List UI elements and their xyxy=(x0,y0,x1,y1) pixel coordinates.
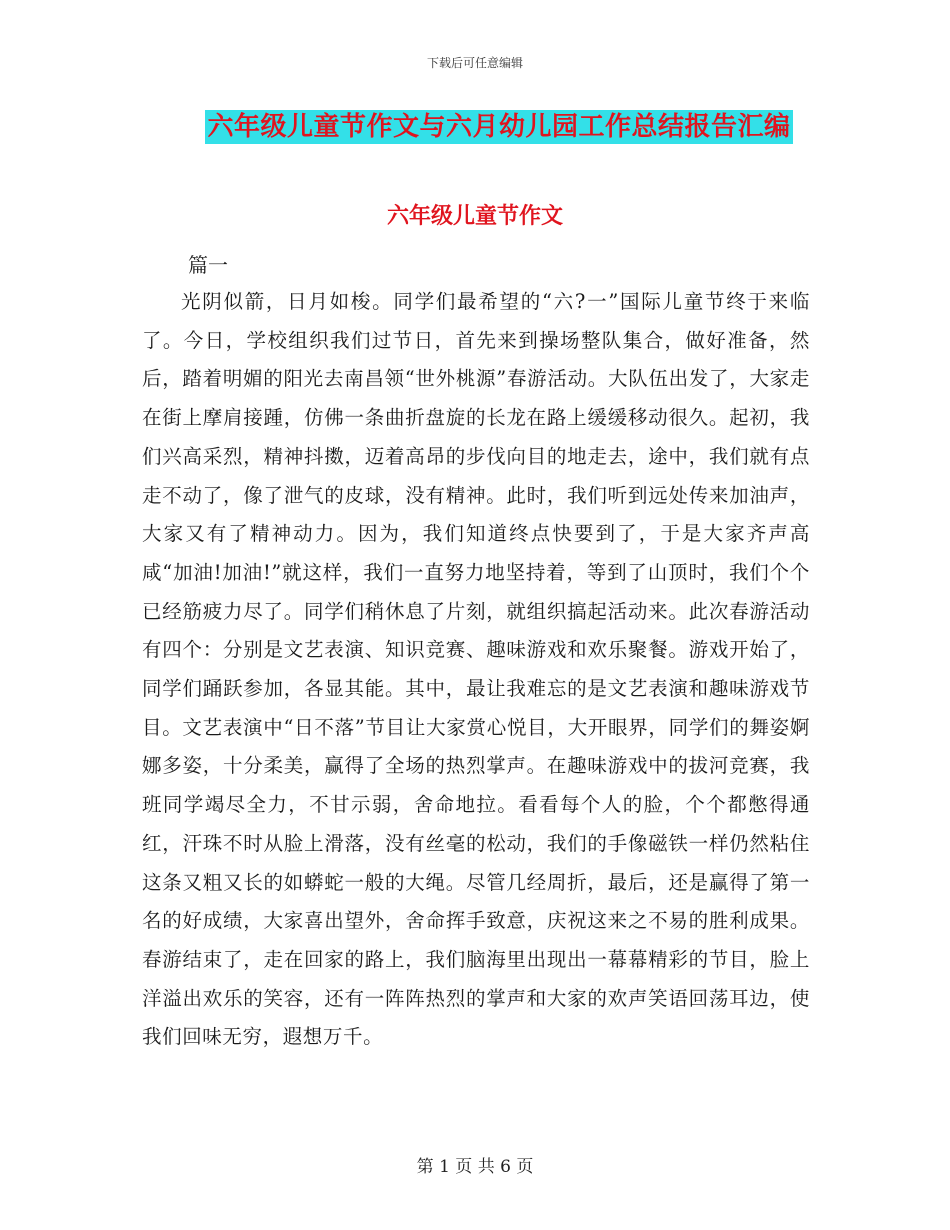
body-paragraph: 光阴似箭，日月如梭。同学们最希望的“六?一”国际儿童节终于来临了。今日，学校组织我们过节日，首先来到操场整队集合，做好准备，然后，踏着明媚的阳光去南昌领“世外桃源”春游活动。大队伍出发了，大家走在街上摩肩接踵，仿佛一条曲折盘旋的长龙在路上缓缓移动很久。起初，我们兴高采烈，精神抖擞，迈着高昂的步伐向目的地走去，途中，我们就有点走不动了，像了泄气的皮球，没有精神。此时，我们听到远处传来加油声，大家又有了精神动力。因为，我们知道终点快要到了，于是大家齐声高咸“加油!加油!”就这样，我们一直努力地坚持着，等到了山顶时，我们个个已经筋疲力尽了。同学们稍休息了片刻，就组织搞起活动来。此次春游活动有四个：分别是文艺表演、知识竞赛、趣味游戏和欢乐聚餐。游戏开始了，同学们踊跃参加，各显其能。其中，最让我难忘的是文艺表演和趣味游戏节目。文艺表演中“日不落”节目让大家赏心悦目，大开眼界，同学们的舞姿婀娜多姿，十分柔美，赢得了全场的热烈掌声。在趣味游戏中的拔河竞赛，我班同学竭尽全力，不甘示弱，舍命地拉。看看每个人的脸，个个都憋得通红，汗珠不时从脸上滑落，没有丝毫的松动，我们的手像磁铁一样仍然粘住这条又粗又长的如蟒蛇一般的大绳。尽管几经周折，最后，还是赢得了第一名的好成绩，大家喜出望外，舍命挥手致意，庆祝这来之不易的胜利成果。春游结束了，走在回家的路上，我们脑海里出现出一幕幕精彩的节目，脸上洋溢出欢乐的笑容，还有一阵阵热烈的掌声和大家的欢声笑语回荡耳边，使我们回味无穷，遐想万千。 xyxy=(142,290,810,1049)
page-header-note: 下载后可任意编辑 xyxy=(426,56,523,70)
page-footer: 第 1 页 共 6 页 xyxy=(416,1157,534,1177)
document-main-title: 六年级儿童节作文与六月幼儿园工作总结报告汇编 xyxy=(207,112,791,142)
section-title: 六年级儿童节作文 xyxy=(386,204,563,229)
main-title-container xyxy=(0,110,950,144)
part-label: 篇一 xyxy=(188,253,228,277)
